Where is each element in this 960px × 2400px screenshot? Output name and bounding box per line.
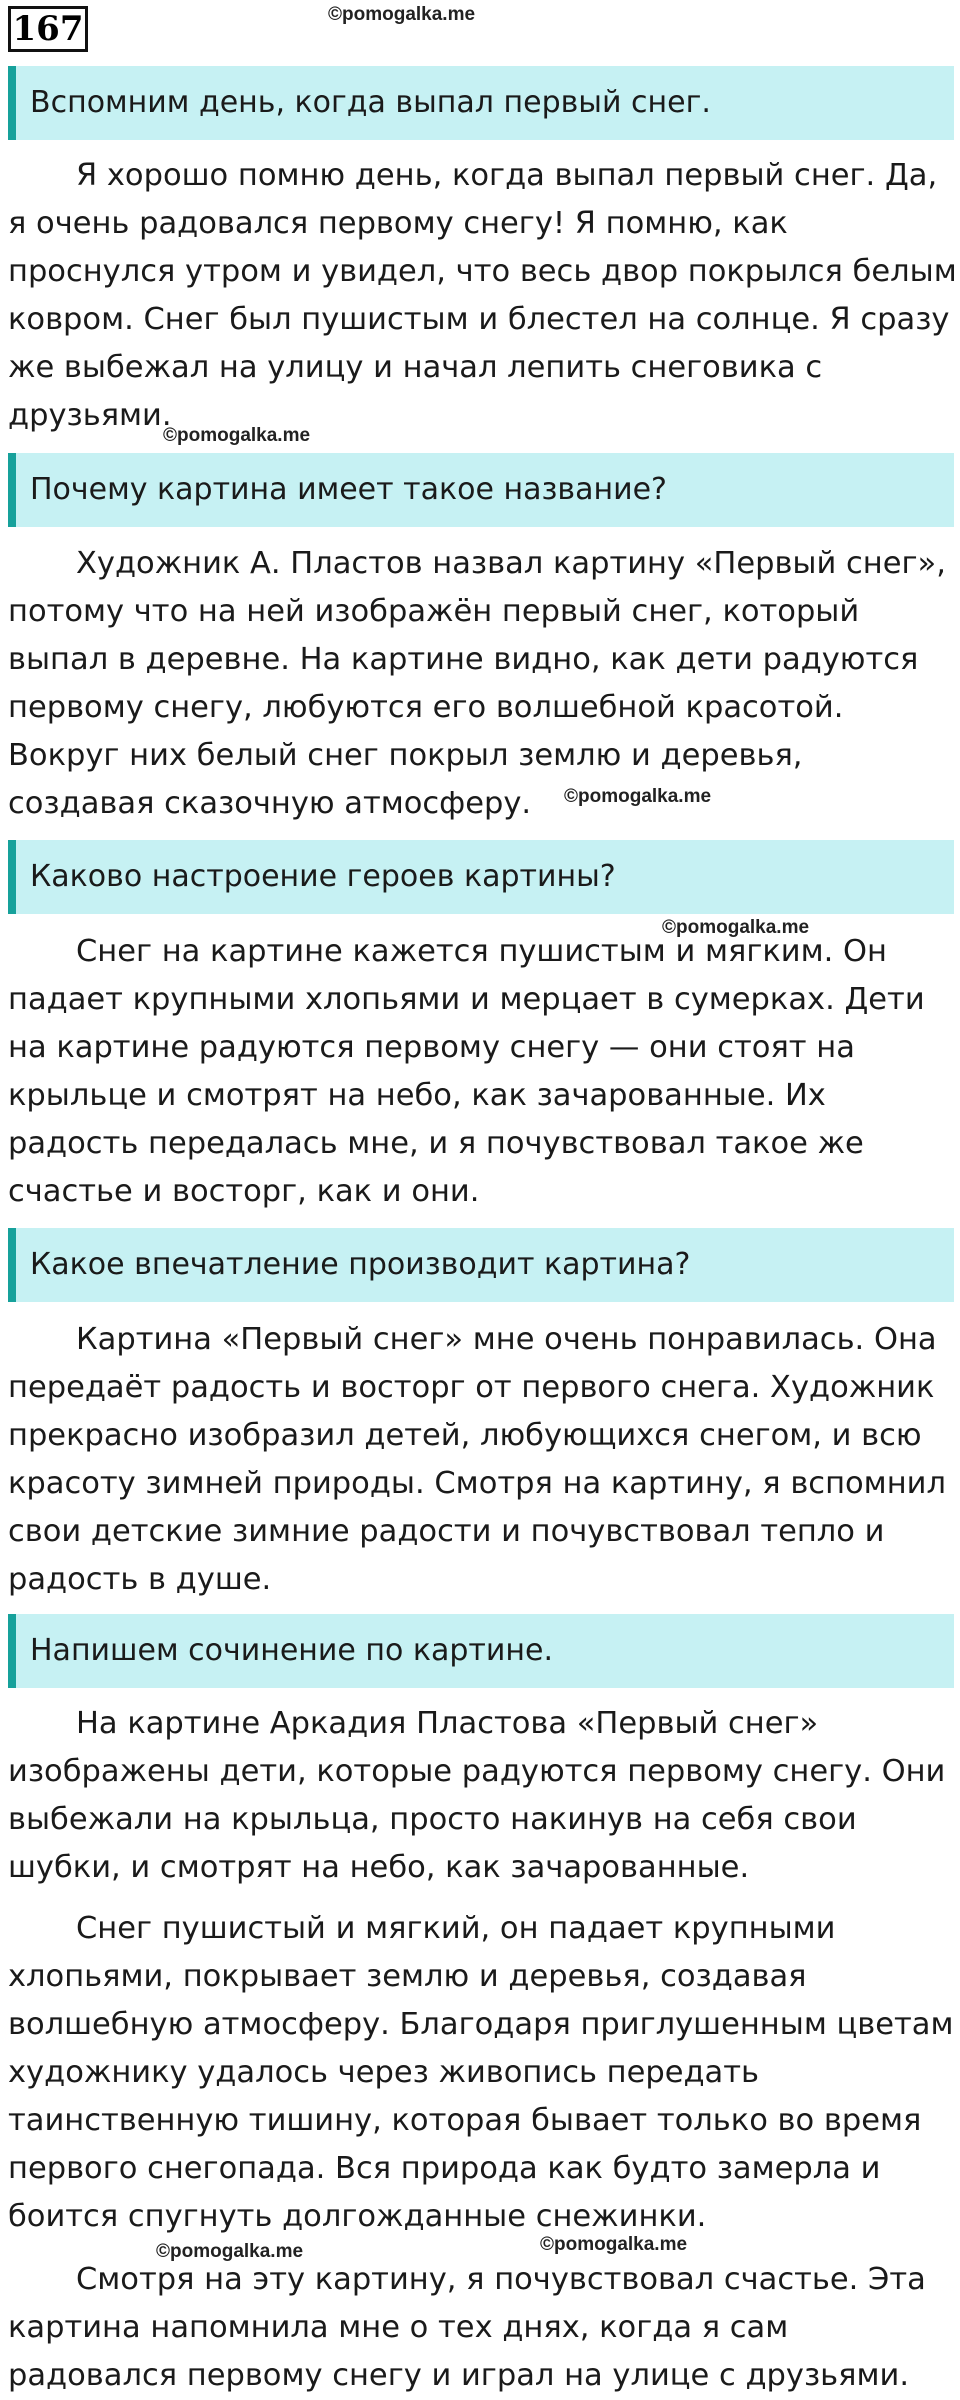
watermark: ©pomogalka.me (540, 2234, 688, 2255)
watermark: ©pomogalka.me (163, 425, 311, 446)
section-header-mood (8, 840, 954, 914)
paragraph: Картина «Первый снег» мне очень понравилась. Она передаёт радость и восторг от первого снега. Художник прекрасно изобразил детей, любующихся снегом, и всю красоту зимней природы. Смотря на картину, я вспомнил свои детские зимние радости и почувствовал тепло и радость в душе. (8, 1322, 946, 1597)
section-title: Почему картина имеет такое название? (30, 472, 667, 507)
section-header-impression (8, 1228, 954, 1302)
paragraph: Снег на картине кажется пушистым и мягким. Он падает крупными хлопьями и мерцает в сумерках. Дети на картине радуются первому снегу — они стоят на крыльце и смотрят на небо, как зачарованные. Их радость передалась мне, и я почувствовал такое же счастье и восторг, как и они. (8, 934, 925, 1209)
watermark: ©pomogalka.me (564, 786, 712, 807)
watermark: ©pomogalka.me (662, 917, 810, 938)
paragraph: Смотря на эту картину, я почувствовал счастье. Эта картина напомнила мне о тех днях, когда я сам радовался первому снегу и играл на улице с друзьями. (8, 2262, 926, 2393)
paragraph: Снег пушистый и мягкий, он падает крупными хлопьями, покрывает землю и деревья, создавая волшебную атмосферу. Благодаря приглушенным цветам художнику удалось через живопись передать таинственную тишину, которая бывает только во время первого снегопада. Вся природа как будто замерла и боится спугнуть долгожданные снежинки. (8, 1911, 954, 2234)
watermark: ©pomogalka.me (328, 4, 476, 25)
section-title: Какое впечатление производит картина? (30, 1247, 691, 1282)
paragraph: На картине Аркадия Пластова «Первый снег» изображены дети, которые радуются первому снегу. Они выбежали на крыльца, просто накинув на себя свои шубки, и смотрят на небо, как зачарованные. (8, 1706, 946, 1885)
section-header-essay (8, 1614, 954, 1688)
page-number: 167 (8, 6, 88, 52)
paragraph: Художник А. Пластов назвал картину «Первый снег», потому что на ней изображён первый снег, который выпал в деревне. На картине видно, как дети радуются первому снегу, любуются его волшебной красотой. Вокруг них белый снег покрыл землю и деревья, создавая сказочную атмосферу. (8, 546, 946, 821)
section-header-memory (8, 66, 954, 140)
watermark: ©pomogalka.me (156, 2241, 304, 2262)
section-title: Вспомним день, когда выпал первый снег. (30, 85, 711, 120)
paragraph: Я хорошо помню день, когда выпал первый снег. Да, я очень радовался первому снегу! Я помню, как проснулся утром и увидел, что весь двор покрылся белым ковром. Снег был пушистым и блестел на солнце. Я сразу же выбежал на улицу и начал лепить снеговика с друзьями. (8, 158, 957, 433)
section-title: Каково настроение героев картины? (30, 859, 616, 894)
section-title: Напишем сочинение по картине. (30, 1633, 554, 1668)
section-header-title-meaning (8, 453, 954, 527)
